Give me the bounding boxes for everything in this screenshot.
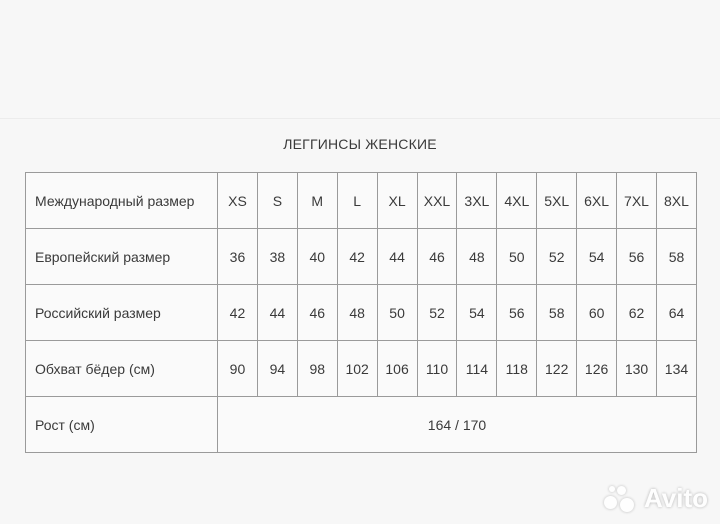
row-label: Рост (см) <box>26 397 218 453</box>
table-cell: XS <box>218 173 258 229</box>
table-cell: 90 <box>218 341 258 397</box>
table-cell: 42 <box>218 285 258 341</box>
table-cell: 42 <box>337 229 377 285</box>
table-cell: 110 <box>417 341 457 397</box>
table-cell: 3XL <box>457 173 497 229</box>
row-label: Обхват бёдер (см) <box>26 341 218 397</box>
table-row <box>26 341 697 397</box>
table-cell: 114 <box>457 341 497 397</box>
table-cell: 102 <box>337 341 377 397</box>
table-row <box>26 285 697 341</box>
table-cell: 58 <box>656 229 696 285</box>
table-cell: 126 <box>577 341 617 397</box>
table-cell: 58 <box>537 285 577 341</box>
table-cell: 44 <box>377 229 417 285</box>
table-cell: 122 <box>537 341 577 397</box>
table-cell: 48 <box>457 229 497 285</box>
table-cell: 118 <box>497 341 537 397</box>
table-cell: 5XL <box>537 173 577 229</box>
table-cell: 54 <box>457 285 497 341</box>
divider-line <box>0 118 720 119</box>
table-cell: 134 <box>656 341 696 397</box>
table-cell: 8XL <box>656 173 696 229</box>
page-title: ЛЕГГИНСЫ ЖЕНСКИЕ <box>283 136 437 152</box>
size-chart-table <box>25 172 697 453</box>
table-cell: 44 <box>257 285 297 341</box>
row-label: Российский размер <box>26 285 218 341</box>
table-row <box>26 229 697 285</box>
height-value-cell: 164 / 170 <box>218 397 697 453</box>
row-label: Европейский размер <box>26 229 218 285</box>
table-cell: 130 <box>617 341 657 397</box>
table-cell: 56 <box>617 229 657 285</box>
watermark-text: Avito <box>643 483 708 513</box>
table-cell: 62 <box>617 285 657 341</box>
table-cell: S <box>257 173 297 229</box>
table-cell: 6XL <box>577 173 617 229</box>
table-cell: 38 <box>257 229 297 285</box>
row-label: Международный размер <box>26 173 218 229</box>
table-cell: L <box>337 173 377 229</box>
table-cell: 7XL <box>617 173 657 229</box>
table-cell: 64 <box>656 285 696 341</box>
table-cell: 52 <box>417 285 457 341</box>
table-cell: 54 <box>577 229 617 285</box>
table-cell: 50 <box>377 285 417 341</box>
table-cell: 46 <box>417 229 457 285</box>
table-cell: 40 <box>297 229 337 285</box>
avito-logo-icon <box>602 484 638 514</box>
avito-watermark <box>602 483 708 514</box>
table-cell: 98 <box>297 341 337 397</box>
table-cell: 94 <box>257 341 297 397</box>
table-cell: 48 <box>337 285 377 341</box>
table-cell: XXL <box>417 173 457 229</box>
table-cell: 4XL <box>497 173 537 229</box>
table-cell: 56 <box>497 285 537 341</box>
table-row <box>26 173 697 229</box>
table-cell: 60 <box>577 285 617 341</box>
table-cell: 106 <box>377 341 417 397</box>
table-cell: M <box>297 173 337 229</box>
table-row-height <box>26 397 697 453</box>
table-cell: 36 <box>218 229 258 285</box>
table-cell: 46 <box>297 285 337 341</box>
table-cell: 52 <box>537 229 577 285</box>
table-cell: XL <box>377 173 417 229</box>
table-cell: 50 <box>497 229 537 285</box>
